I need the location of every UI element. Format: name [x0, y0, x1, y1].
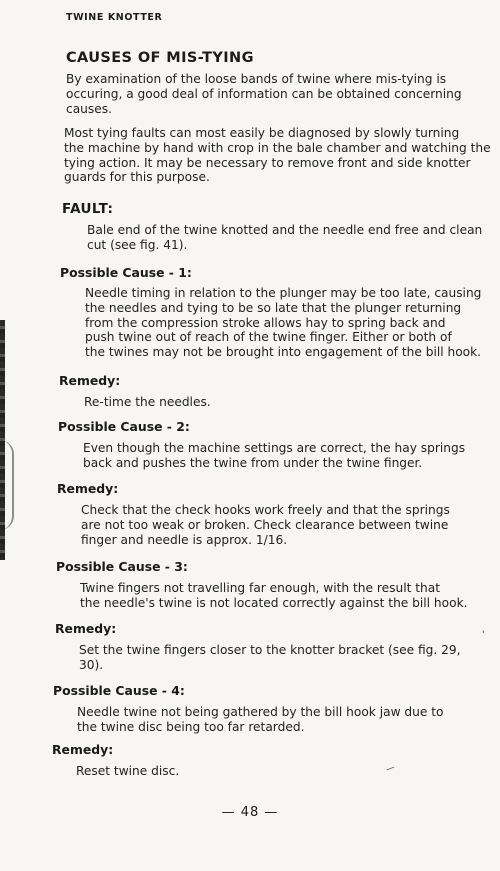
remedy-2-text [81, 503, 498, 547]
cause-2-text [83, 441, 498, 471]
text-line: Set the twine fingers closer to the knotter bracket (see fig. 29, [79, 643, 461, 657]
remedy-2-label: Remedy: [57, 481, 119, 496]
text-line: Bale end of the twine knotted and the needle end free and clean [87, 223, 483, 237]
cause-3-label: Possible Cause - 3: [56, 559, 188, 574]
fault-label: FAULT: [62, 201, 114, 217]
remedy-1-label: Remedy: [59, 373, 121, 388]
ink-speck: ' [482, 630, 485, 640]
text-line: are not too weak or broken. Check clearance between twine [81, 517, 449, 532]
ink-speck: — [384, 762, 397, 776]
text-line: Re-time the needles. [84, 395, 211, 409]
cause-4-text [77, 705, 498, 735]
intro-paragraph-1 [66, 72, 498, 116]
binding-shadow [0, 440, 14, 530]
text-line: Twine fingers not travelling far enough, with the result that [80, 581, 441, 595]
text-line: the machine by hand with crop in the bale chamber and watching the [64, 140, 491, 155]
text-line: push twine out of reach of the twine finger. Either or both of [85, 330, 452, 345]
text-line: Most tying faults can most easily be diagnosed by slowly turning [64, 126, 460, 140]
remedy-1-text [84, 395, 498, 410]
cause-3-text [80, 581, 498, 611]
text-line: the needle's twine is not located correctly against the bill hook. [80, 595, 468, 610]
cause-4-label: Possible Cause - 4: [53, 683, 185, 698]
text-line: cut (see fig. 41). [87, 237, 188, 252]
text-line: guards for this purpose. [64, 170, 210, 185]
text-line: tying action. It may be necessary to remove front and side knotter [64, 155, 471, 170]
intro-paragraph-2 [64, 126, 498, 185]
cause-1-label: Possible Cause - 1: [60, 265, 192, 280]
page-number: — 48 — [221, 805, 279, 820]
text-line: the needles and tying to be so late that the plunger returning [85, 300, 462, 315]
text-line: back and pushes the twine from under the twine finger. [83, 455, 423, 470]
text-line: the twine disc being too far retarded. [77, 719, 305, 734]
text-line: By examination of the loose bands of twine where mis-tying is [66, 72, 447, 86]
text-line: the twines may not be brought into engagement of the bill hook. [85, 345, 482, 360]
section-heading: CAUSES OF MIS-TYING [66, 50, 254, 66]
text-line: occuring, a good deal of information can be obtained concerning [66, 86, 462, 101]
text-line: from the compression stroke allows hay to spring back and [85, 315, 446, 330]
text-line: Needle timing in relation to the plunger may be too late, causing [85, 286, 482, 300]
text-line: causes. [66, 101, 112, 116]
text-line: Check that the check hooks work freely and that the springs [81, 503, 450, 517]
cause-1-text [85, 286, 498, 360]
remedy-3-text [79, 643, 498, 673]
remedy-4-text [76, 764, 498, 779]
running-head: TWINE KNOTTER [66, 12, 163, 23]
cause-2-label: Possible Cause - 2: [58, 419, 190, 434]
text-line: Even though the machine settings are correct, the hay springs [83, 441, 466, 455]
text-line: Reset twine disc. [76, 764, 180, 778]
text-line: Needle twine not being gathered by the bill hook jaw due to [77, 705, 444, 719]
text-line: 30). [79, 657, 104, 672]
fault-text [87, 223, 498, 253]
remedy-4-label: Remedy: [52, 742, 114, 757]
remedy-3-label: Remedy: [55, 621, 117, 636]
text-line: finger and needle is approx. 1/16. [81, 532, 288, 547]
